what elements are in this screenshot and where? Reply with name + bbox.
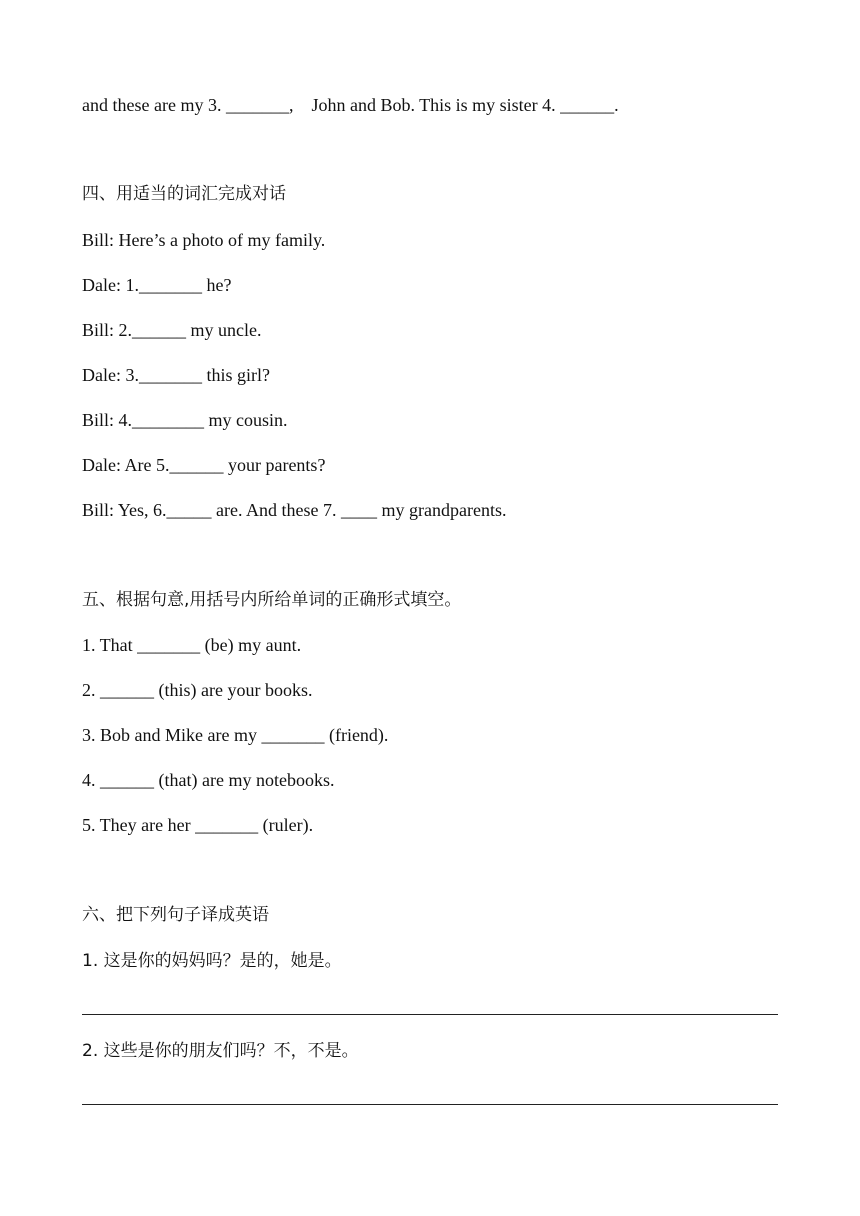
translation-item-1: 1. 这是你的妈妈吗？是的，她是。 (82, 951, 342, 971)
fill-in-item-3: 3. Bob and Mike are my _______ (friend). (82, 725, 389, 745)
dialogue-line-3: Bill: 2.______ my uncle. (82, 320, 262, 340)
fill-in-item-5: 5. They are her _______ (ruler). (82, 815, 314, 835)
dialogue-line-1: Bill: Here’s a photo of my family. (82, 230, 326, 250)
fill-in-item-4: 4. ______ (that) are my notebooks. (82, 770, 335, 790)
dialogue-line-4: Dale: 3._______ this girl? (82, 365, 270, 385)
dialogue-line-7: Bill: Yes, 6._____ are. And these 7. ____ my grandparents. (82, 500, 507, 520)
answer-line-2 (82, 1104, 778, 1105)
dialogue-line-6: Dale: Are 5.______ your parents? (82, 455, 326, 475)
section-six-heading: 六、把下列句子译成英语 (82, 905, 269, 925)
answer-line-1 (82, 1014, 778, 1015)
section-five-heading: 五、根据句意,用括号内所给单词的正确形式填空。 (82, 590, 462, 610)
section-four-heading: 四、用适当的词汇完成对话 (82, 184, 286, 204)
dialogue-line-2: Dale: 1._______ he? (82, 275, 232, 295)
fill-in-item-1: 1. That _______ (be) my aunt. (82, 635, 302, 655)
fill-in-item-2: 2. ______ (this) are your books. (82, 680, 313, 700)
dialogue-line-5: Bill: 4.________ my cousin. (82, 410, 288, 430)
translation-item-2: 2. 这些是你的朋友们吗？不，不是。 (82, 1041, 359, 1061)
exercise-continuation-line: and these are my 3. _______, John and Bob. This is my sister 4. ______. (82, 95, 619, 115)
